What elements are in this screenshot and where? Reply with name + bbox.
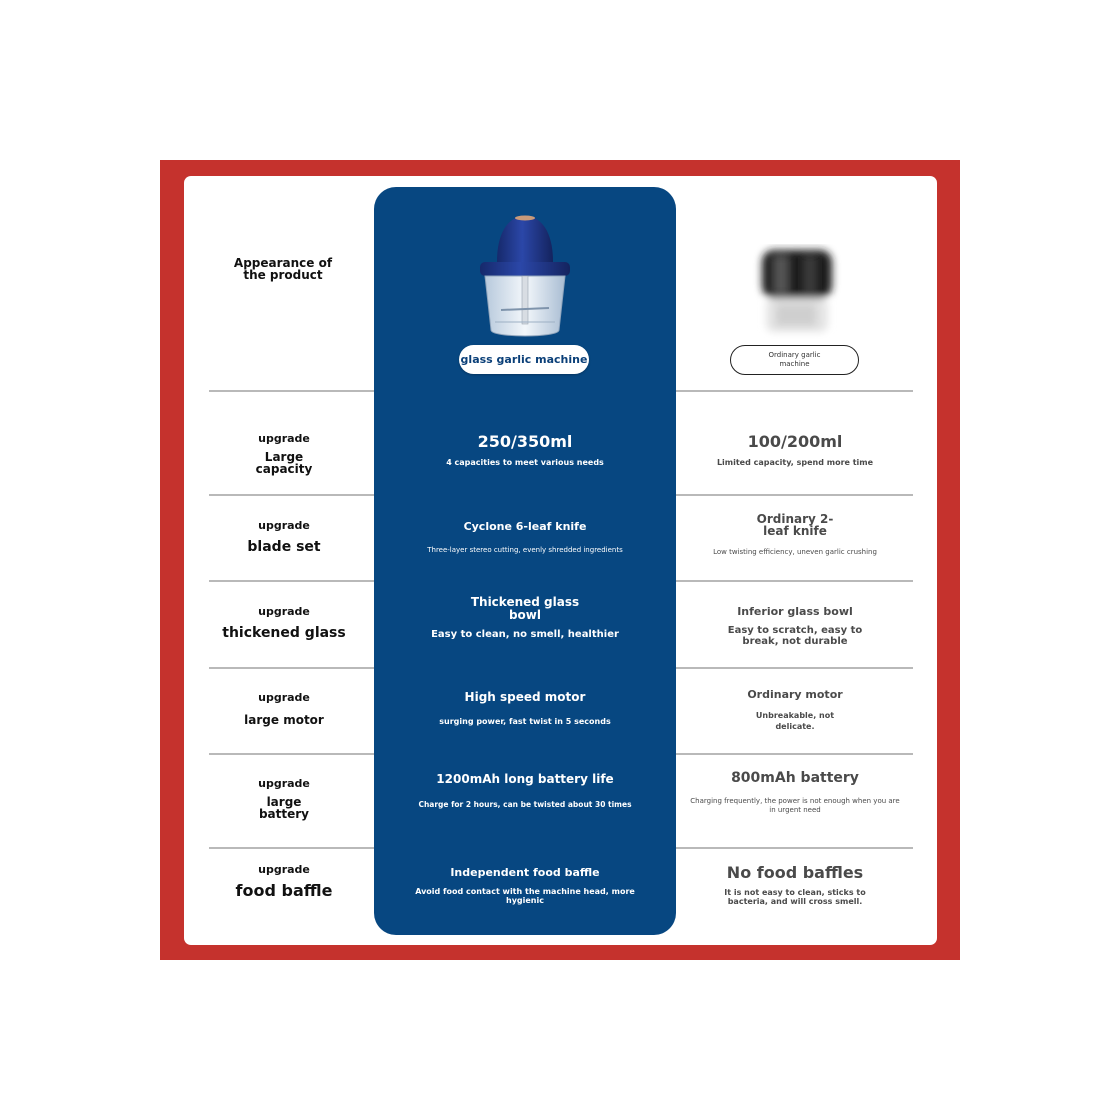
divider: [209, 580, 374, 582]
theirs-title: Ordinary 2-leaf knife: [756, 512, 834, 538]
ordinary-pill: [730, 345, 859, 375]
feature-label: Large capacity: [255, 450, 313, 476]
product-pill: [459, 345, 589, 374]
feature-label: large motor: [244, 713, 324, 727]
appearance-label: [233, 257, 333, 281]
ordinary-pill-text: Ordinary garlic machine: [768, 351, 821, 368]
ours-sub: Avoid food contact with the machine head, more hygienic: [415, 887, 635, 905]
ours-sub: Easy to clean, no smell, healthier: [431, 629, 619, 640]
ours-title: Independent food baffle: [450, 866, 600, 879]
row-label: [209, 777, 359, 820]
divider: [676, 847, 913, 849]
feature-label: blade set: [247, 539, 321, 555]
ours-sub: surging power, fast twist in 5 seconds: [439, 717, 611, 726]
feature-label: food baffle: [235, 881, 333, 900]
theirs-sub: Easy to scratch, easy to break, not durable: [727, 625, 863, 647]
divider: [209, 494, 374, 496]
row-label: [209, 519, 359, 555]
ours-cell: [394, 520, 656, 555]
theirs-sub: Charging frequently, the power is not enough when you are in urgent need: [690, 797, 900, 814]
ours-cell: [394, 432, 656, 468]
row-label: [209, 432, 359, 475]
theirs-cell: [690, 688, 900, 732]
product-pill-text: glass garlic machine: [460, 353, 588, 366]
upgrade-text: upgrade: [258, 863, 310, 876]
ours-title: 250/350ml: [477, 432, 573, 451]
divider: [676, 580, 913, 582]
upgrade-text: upgrade: [258, 519, 310, 532]
ours-cell: [394, 690, 656, 727]
divider: [676, 494, 913, 496]
divider: [676, 390, 913, 392]
theirs-title: Ordinary motor: [747, 688, 843, 701]
theirs-title: 800mAh battery: [731, 770, 859, 786]
theirs-cell: [690, 513, 900, 557]
feature-label: large battery: [258, 795, 310, 821]
theirs-sub: It is not easy to clean, sticks to bacteria, and will cross smell.: [724, 888, 866, 906]
ours-title: Thickened glass bowl: [470, 595, 580, 622]
ours-sub: Three-layer stereo cutting, evenly shredded ingredients: [427, 546, 623, 554]
ours-title: Cyclone 6-leaf knife: [463, 520, 587, 533]
upgrade-text: upgrade: [258, 777, 310, 790]
divider: [209, 753, 374, 755]
theirs-sub: Limited capacity, spend more time: [716, 458, 874, 467]
ours-sub: Charge for 2 hours, can be twisted about 30 times: [418, 800, 632, 809]
theirs-title: No food baffles: [726, 863, 864, 882]
upgrade-text: upgrade: [258, 432, 310, 445]
ours-sub: 4 capacities to meet various needs: [446, 458, 604, 467]
ours-cell: [394, 772, 656, 810]
theirs-title: Inferior glass bowl: [737, 605, 853, 618]
divider: [209, 667, 374, 669]
theirs-cell: [690, 770, 900, 815]
ordinary-product-image: [752, 244, 842, 339]
divider: [209, 847, 374, 849]
theirs-cell: [690, 432, 900, 468]
feature-label: thickened glass: [222, 625, 346, 641]
theirs-cell: [690, 864, 900, 906]
row-label: [209, 605, 359, 641]
upgrade-text: upgrade: [258, 605, 310, 618]
theirs-title: 100/200ml: [747, 432, 843, 451]
ours-cell: [394, 596, 656, 641]
theirs-cell: [690, 605, 900, 647]
our-product-image: [475, 212, 575, 344]
row-label: [209, 863, 359, 900]
ours-title: High speed motor: [464, 690, 586, 704]
theirs-sub: Low twisting efficiency, uneven garlic crushing: [713, 548, 877, 556]
upgrade-text: upgrade: [258, 691, 310, 704]
appearance-label-text: Appearance of the product: [233, 256, 333, 282]
theirs-sub: Unbreakable, not delicate.: [755, 711, 835, 731]
divider: [676, 667, 913, 669]
divider: [676, 753, 913, 755]
ours-cell: [394, 866, 656, 905]
ours-title: 1200mAh long battery life: [436, 772, 614, 786]
divider: [209, 390, 374, 392]
row-label: [209, 691, 359, 726]
